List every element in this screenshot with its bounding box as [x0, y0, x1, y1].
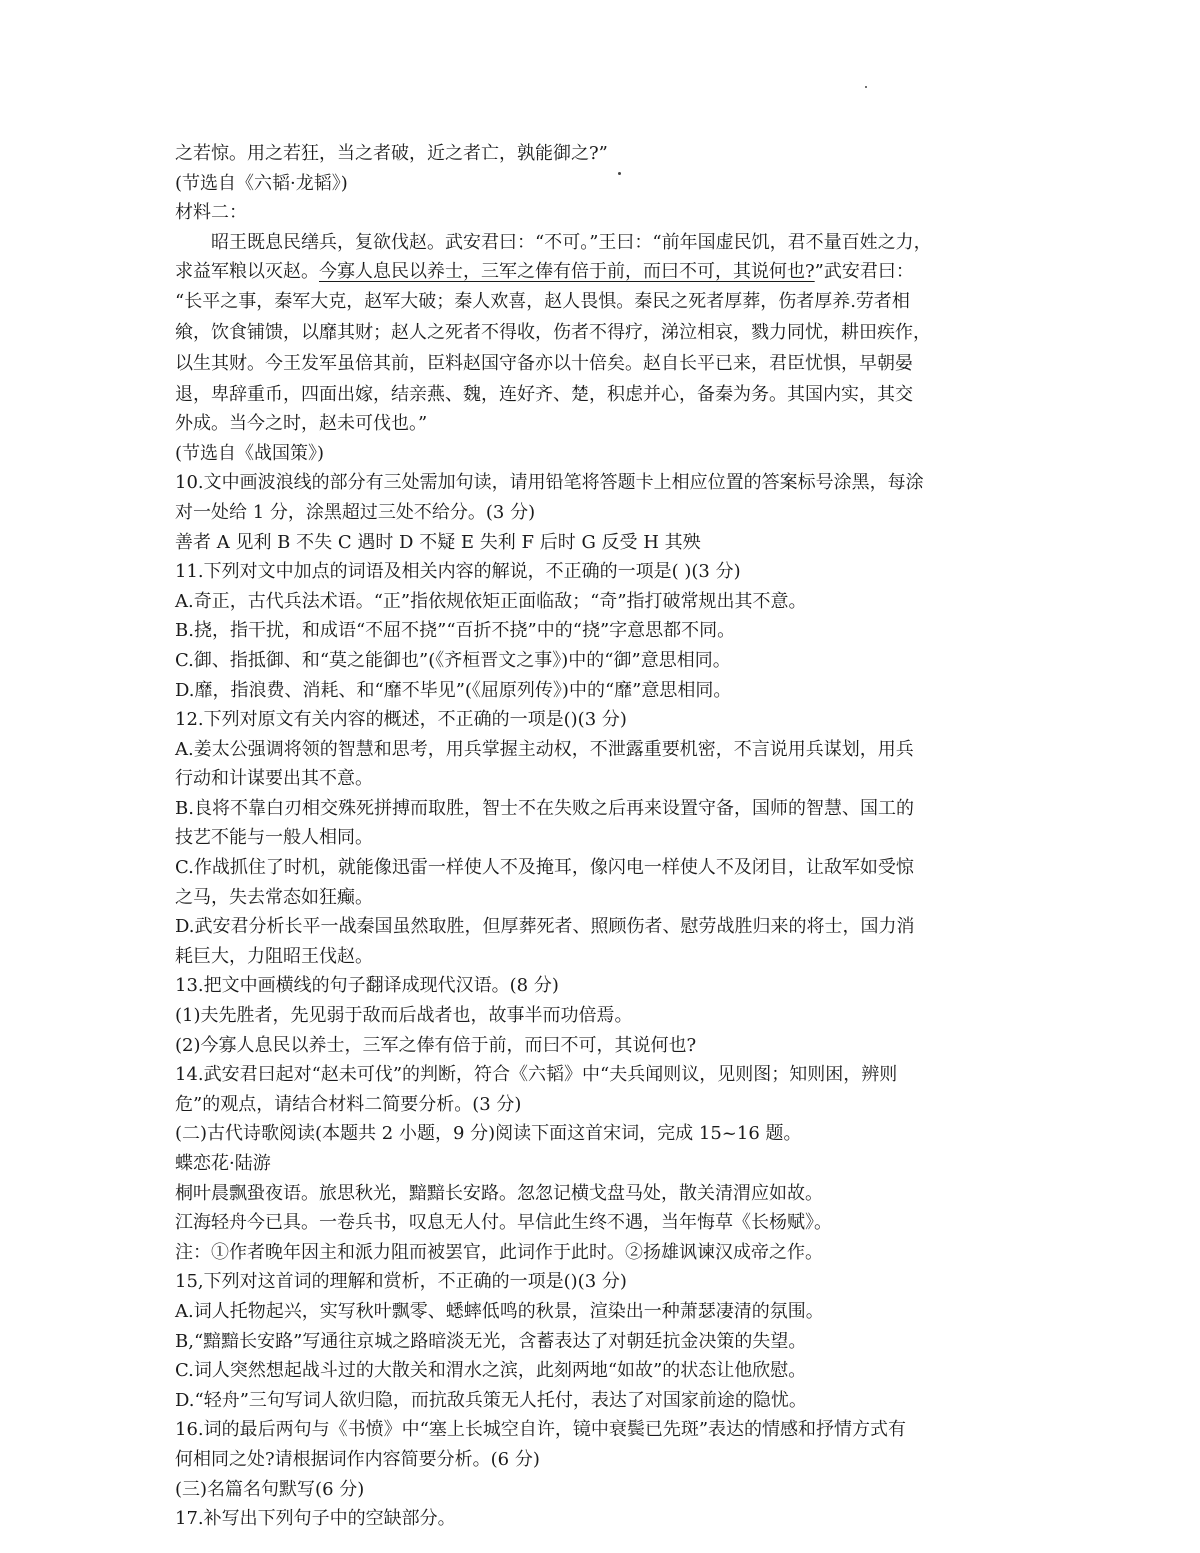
option-b: B.挠，指干扰，和成语“不屈不挠”“百折不挠”中的“挠”字意思都不同。: [175, 620, 736, 642]
text-line: 之若惊。用之若狂，当之者破，近之者亡，孰能御之?”: [175, 143, 608, 164]
option-b-cont: 技艺不能与一般人相同。: [175, 827, 373, 849]
scan-speck: [865, 86, 867, 88]
passage-line: 退，卑辞重币，四面出嫁，结亲燕、魏，连好齐、楚，积虑并心，备秦为务。其国内实，其交: [175, 383, 913, 405]
option-c: C.御、指抵御、和“莫之能御也”(《齐桓晋文之事》)中的“御”意思相同。: [175, 649, 731, 671]
option-d: D.“轻舟”三句写词人欲归隐，而抗敌兵策无人托付，表达了对国家前途的隐忧。: [175, 1389, 807, 1411]
passage-line: 昭王既息民缮兵，复欲伐赵。武安君曰：“不可。”王曰：“前年国虚民饥，君不量百姓之力，: [211, 231, 932, 253]
question-13: 13.把文中画横线的句子翻译成现代汉语。(8 分): [175, 975, 559, 997]
poem-line: 桐叶晨飘蛩夜语。旅思秋光，黯黯长安路。忽忽记横戈盘马处，散关清渭应如故。: [175, 1182, 823, 1204]
option-d: D.武安君分析长平一战秦国虽然取胜，但厚葬死者、照顾伤者、慰劳战胜归来的将士，国力消: [175, 916, 915, 938]
passage-line: [175, 257, 1030, 287]
question-10: 10.文中画波浪线的部分有三处需加句读，请用铅笔将答题卡上相应位置的答案标号涂黑，每涂: [175, 472, 924, 494]
sub-question-2: (2)今寡人息民以养士，三军之俸有倍于前，而曰不可，其说何也?: [175, 1034, 697, 1056]
option-a: A.姜太公强调将领的智慧和思考，用兵掌握主动权，不泄露重要机密，不言说用兵谋划，用兵: [175, 738, 914, 760]
sub-question-1: (1)夫先胜者，先见弱于敌而后战者也，故事半而功倍焉。: [175, 1005, 633, 1027]
question-11: 11.下列对文中加点的词语及相关内容的解说，不正确的一项是( )(3 分): [175, 561, 741, 583]
section-heading: (二)古代诗歌阅读(本题共 2 小题，9 分)阅读下面这首宋词，完成 15~16 题。: [175, 1123, 802, 1145]
passage-text: ”武安君曰：: [814, 261, 914, 283]
question-16-cont: 何相同之处?请根据词作内容简要分析。(6 分): [175, 1448, 540, 1470]
poem-note: 注：①作者晚年因主和派力阻而被罢官，此词作于此时。②扬雄讽谏汉成帝之作。: [175, 1241, 823, 1263]
passage-paragraph: [175, 228, 1030, 439]
option-c: C.作战抓住了时机，就能像迅雷一样使人不及掩耳，像闪电一样使人不及闭目，让敌军如受惊: [175, 857, 914, 879]
option-c: C.词人突然想起战斗过的大散关和渭水之滨，此刻两地“如故”的状态让他欣慰。: [175, 1360, 807, 1382]
passage-line: “长平之事，秦军大克，赵军大破；秦人欢喜，赵人畏惧。秦民之死者厚葬，伤者厚养.劳者相: [175, 290, 910, 312]
option-c-cont: 之马，失去常态如狂癫。: [175, 886, 373, 908]
document-page: [175, 139, 1030, 1534]
question-16: 16.词的最后两句与《书愤》中“塞上长城空自许，镜中衰鬓已先斑”表达的情感和抒情方式有: [175, 1419, 907, 1441]
passage-line: 外成。当今之时，赵未可伐也。”: [175, 413, 428, 435]
option-a: A.奇正，古代兵法术语。“正”指依规依矩正面临敌；“奇”指打破常规出其不意。: [175, 590, 807, 612]
question-15: 15,下列对这首词的理解和赏析，不正确的一项是()(3 分): [175, 1271, 627, 1293]
option-a-cont: 行动和计谋要出其不意。: [175, 768, 373, 790]
section-heading: (三)名篇名句默写(6 分): [175, 1478, 365, 1500]
passage-line: 以生其财。今王发军虽倍其前，臣料赵国守备亦以十倍矣。赵自长平已来，君臣忧惧，早朝晏: [175, 353, 913, 375]
option-d: D.靡，指浪费、消耗、和“靡不毕见”(《屈原列传》)中的“靡”意思相同。: [175, 679, 732, 701]
option-d-cont: 耗巨大，力阻昭王伐赵。: [175, 945, 373, 967]
option-b: B.良将不靠白刃相交殊死拼搏而取胜，智士不在失败之后再来设置守备，国师的智慧、国工的: [175, 797, 914, 819]
source-citation: (节选自《战国策》): [175, 442, 325, 464]
poem-line: 江海轻舟今已具。一卷兵书，叹息无人付。早信此生终不遇，当年悔草《长杨赋》。: [175, 1212, 832, 1234]
question-10-options: 善者 A 见利 B 不失 C 遇时 D 不疑 E 失利 F 后时 G 反受 H 其殃: [175, 531, 701, 553]
question-17: 17.补写出下列句子中的空缺部分。: [175, 1508, 456, 1530]
source-citation: (节选自《六韬·龙韬》): [175, 172, 348, 194]
section-heading: 材料二：: [175, 202, 247, 224]
passage-line: 飨，饮食铺馈，以靡其财；赵人之死者不得收，伤者不得疗，涕泣相哀，戮力同忧，耕田疾作，: [175, 321, 931, 343]
question-14-cont: 危”的观点，请结合材料二简要分析。(3 分): [175, 1093, 522, 1115]
option-b: B,“黯黯长安路”写通往京城之路暗淡无光，含蓄表达了对朝廷抗金决策的失望。: [175, 1330, 807, 1352]
question-14: 14.武安君曰起对“赵未可伐”的判断，符合《六韬》中“夫兵闻则议，见则图；知则困，辨则: [175, 1064, 898, 1086]
emphasis-dot: [618, 172, 621, 175]
question-10-cont: 对一处给 1 分，涂黑超过三处不给分。(3 分): [175, 501, 536, 523]
question-12: 12.下列对原文有关内容的概述，不正确的一项是()(3 分): [175, 709, 627, 731]
poem-title: 蝶恋花·陆游: [175, 1153, 271, 1174]
option-a: A.词人托物起兴，实写秋叶飘零、蟋蟀低鸣的秋景，渲染出一种萧瑟凄清的氛围。: [175, 1300, 824, 1322]
underlined-sentence: 今寡人息民以养士，三军之俸有倍于前，而曰不可，其说何也?: [319, 261, 815, 283]
passage-text: 求益军粮以灭赵。: [175, 261, 319, 283]
